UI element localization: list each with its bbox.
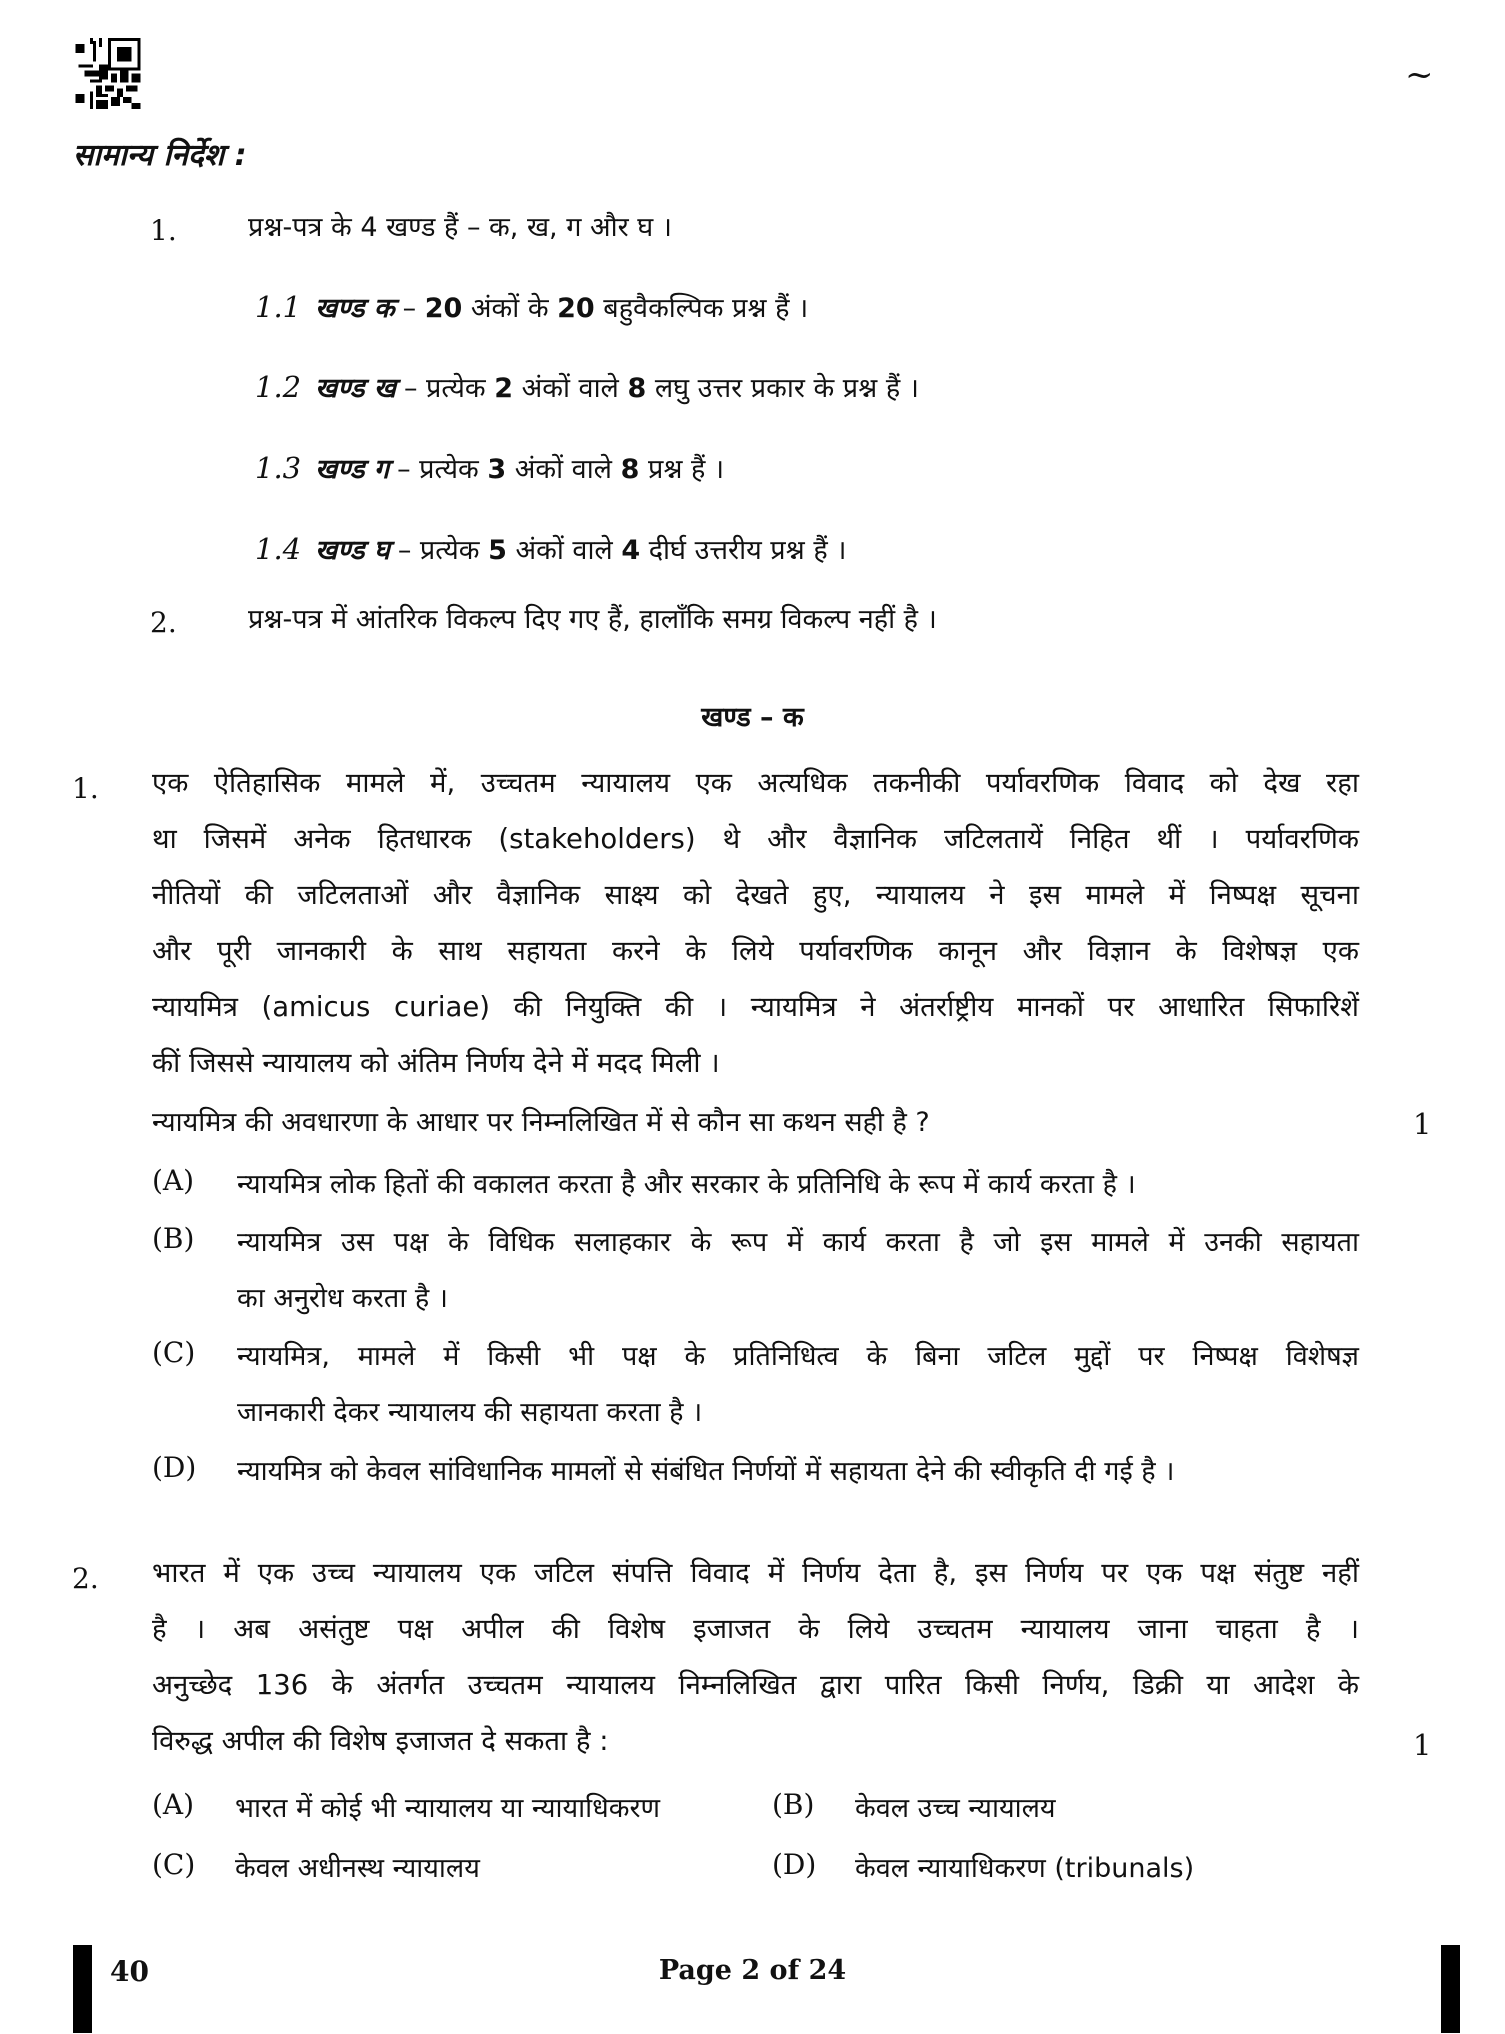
question-count: 8 xyxy=(627,373,647,404)
question-line: और पूरी जानकारी के साथ सहायता करने के लिये पर्यावरणिक कानून और विज्ञान के विशेषज्ञ एक xyxy=(152,935,1359,967)
section-name: खण्ड क xyxy=(315,293,395,324)
instruction-number: 2. xyxy=(150,606,177,639)
sub-instruction-number: 1.1 xyxy=(255,290,302,324)
marks-count: 20 xyxy=(424,293,463,324)
option-text: न्यायमित्र लोक हितों की वकालत करता है और सरकार के प्रतिनिधि के रूप में कार्य करता है । xyxy=(237,1169,1136,1200)
sub-instruction-1-2 xyxy=(255,370,919,405)
marks-count: 5 xyxy=(488,535,507,566)
option-text: न्यायमित्र उस पक्ष के विधिक सलाहकार के रूप में कार्य करता है जो इस मामले में उनकी सहायता xyxy=(237,1227,1359,1258)
question-line: न्यायमित्र (amicus curiae) की नियुक्ति की । न्यायमित्र ने अंतर्राष्ट्रीय मानकों पर आधारित सिफारिशें xyxy=(152,991,1359,1023)
option-label: (D) xyxy=(772,1848,817,1881)
question-line: एक ऐतिहासिक मामले में, उच्चतम न्यायालय एक अत्यधिक तकनीकी पर्यावरणिक विवाद को देख रहा xyxy=(152,767,1359,799)
sub-instruction-text: – प्रत्येक xyxy=(397,535,489,566)
sub-instruction-text: अंकों वाले xyxy=(513,373,628,404)
option-text-continued: जानकारी देकर न्यायालय की सहायता करता है । xyxy=(237,1397,703,1428)
sub-instruction-1-3 xyxy=(255,451,724,486)
option-label: (A) xyxy=(152,1164,195,1197)
option-label: (A) xyxy=(152,1788,195,1821)
option-label: (B) xyxy=(772,1788,815,1821)
question-1-text xyxy=(152,755,1359,1091)
question-line: नीतियों की जटिलताओं और वैज्ञानिक साक्ष्य को देखते हुए, न्यायालय ने इस मामले में निष्पक्ष सूचना xyxy=(152,879,1359,911)
option-label: (D) xyxy=(152,1451,197,1484)
question-count: 20 xyxy=(557,293,595,324)
corner-mark: ~ xyxy=(1405,55,1434,95)
question-line: कीं जिससे न्यायालय को अंतिम निर्णय देने में मदद मिली । xyxy=(152,1047,720,1079)
question-count: 4 xyxy=(621,535,641,566)
sub-instruction-text: प्रश्न हैं । xyxy=(639,454,725,485)
sub-instruction-number: 1.4 xyxy=(255,532,302,566)
instruction-text: प्रश्न-पत्र के 4 खण्ड हैं – क, ख, ग और घ । xyxy=(248,212,672,243)
footer-code: 40 xyxy=(110,1955,149,1988)
option-text: केवल न्यायाधिकरण (tribunals) xyxy=(855,1853,1195,1884)
footer-right-bar xyxy=(1441,1945,1460,2033)
option-label: (C) xyxy=(152,1848,196,1881)
question-prompt: न्यायमित्र की अवधारणा के आधार पर निम्नलिखित में से कौन सा कथन सही है ? xyxy=(152,1107,930,1138)
marks-count: 3 xyxy=(487,454,507,485)
option-text: न्यायमित्र, मामले में किसी भी पक्ष के प्रतिनिधित्व के बिना जटिल मुद्दों पर निष्पक्ष विशेषज्ञ xyxy=(237,1341,1359,1372)
option-text: केवल उच्च न्यायालय xyxy=(855,1793,1056,1824)
question-line: अनुच्छेद 136 के अंतर्गत उच्चतम न्यायालय निम्नलिखित द्वारा पारित किसी निर्णय, डिक्री या आदेश के xyxy=(152,1669,1359,1701)
marks-label: 1 xyxy=(1413,1728,1432,1762)
sub-instruction-text: – प्रत्येक xyxy=(397,454,488,485)
sub-instruction-text: अंकों के xyxy=(462,293,558,324)
instruction-text: प्रश्न-पत्र में आंतरिक विकल्प दिए गए हैं, हालाँकि समग्र विकल्प नहीं है । xyxy=(248,604,937,635)
sub-instruction-text: लघु उत्तर प्रकार के प्रश्न हैं । xyxy=(646,373,919,404)
option-text: भारत में कोई भी न्यायालय या न्यायाधिकरण xyxy=(235,1793,661,1824)
marks-label: 1 xyxy=(1413,1107,1432,1141)
sub-instruction-1-1 xyxy=(255,290,808,325)
sub-instruction-text: अंकों वाले xyxy=(506,535,622,566)
sub-instruction-text: अंकों वाले xyxy=(506,454,621,485)
question-line: भारत में एक उच्च न्यायालय एक जटिल संपत्ति विवाद में निर्णय देता है, इस निर्णय पर एक पक्ष संतुष्ट नहीं xyxy=(152,1557,1359,1589)
sub-instruction-text: बहुवैकल्पिक प्रश्न हैं । xyxy=(594,293,809,324)
question-2-text xyxy=(152,1545,1359,1769)
sub-instruction-number: 1.3 xyxy=(255,451,302,485)
instruction-number: 1. xyxy=(150,214,177,247)
section-name: खण्ड घ xyxy=(315,535,390,566)
question-line: है । अब असंतुष्ट पक्ष अपील की विशेष इजाजत के लिये उच्चतम न्यायालय जाना चाहता है । xyxy=(152,1613,1359,1645)
sub-instruction-text: – xyxy=(402,293,425,324)
question-count: 8 xyxy=(620,454,640,485)
section-name: खण्ड ख xyxy=(315,373,396,404)
sub-instruction-text: – प्रत्येक xyxy=(403,373,495,404)
sub-instruction-text: दीर्घ उत्तरीय प्रश्न हैं । xyxy=(640,535,847,566)
sub-instruction-number: 1.2 xyxy=(255,370,302,404)
question-number: 2. xyxy=(72,1562,99,1595)
option-label: (C) xyxy=(152,1336,196,1369)
option-text: केवल अधीनस्थ न्यायालय xyxy=(235,1853,480,1884)
section-name: खण्ड ग xyxy=(315,454,390,485)
qr-code-icon xyxy=(75,38,141,112)
option-label: (B) xyxy=(152,1222,195,1255)
question-line: विरुद्ध अपील की विशेष इजाजत दे सकता है : xyxy=(152,1725,609,1757)
general-instructions-title: सामान्य निर्देश : xyxy=(73,138,247,173)
option-text-continued: का अनुरोध करता है । xyxy=(237,1283,449,1314)
question-number: 1. xyxy=(72,772,99,805)
marks-count: 2 xyxy=(494,373,514,404)
question-line: था जिसमें अनेक हितधारक (stakeholders) थे और वैज्ञानिक जटिलतायें निहित थीं । पर्यावरणिक xyxy=(152,823,1359,855)
sub-instruction-1-4 xyxy=(255,532,847,567)
option-text: न्यायमित्र को केवल सांविधानिक मामलों से संबंधित निर्णयों में सहायता देने की स्वीकृति दी गई है । xyxy=(237,1456,1175,1487)
page-number: Page 2 of 24 xyxy=(658,1955,847,1986)
section-heading: खण्ड – क xyxy=(701,702,804,733)
